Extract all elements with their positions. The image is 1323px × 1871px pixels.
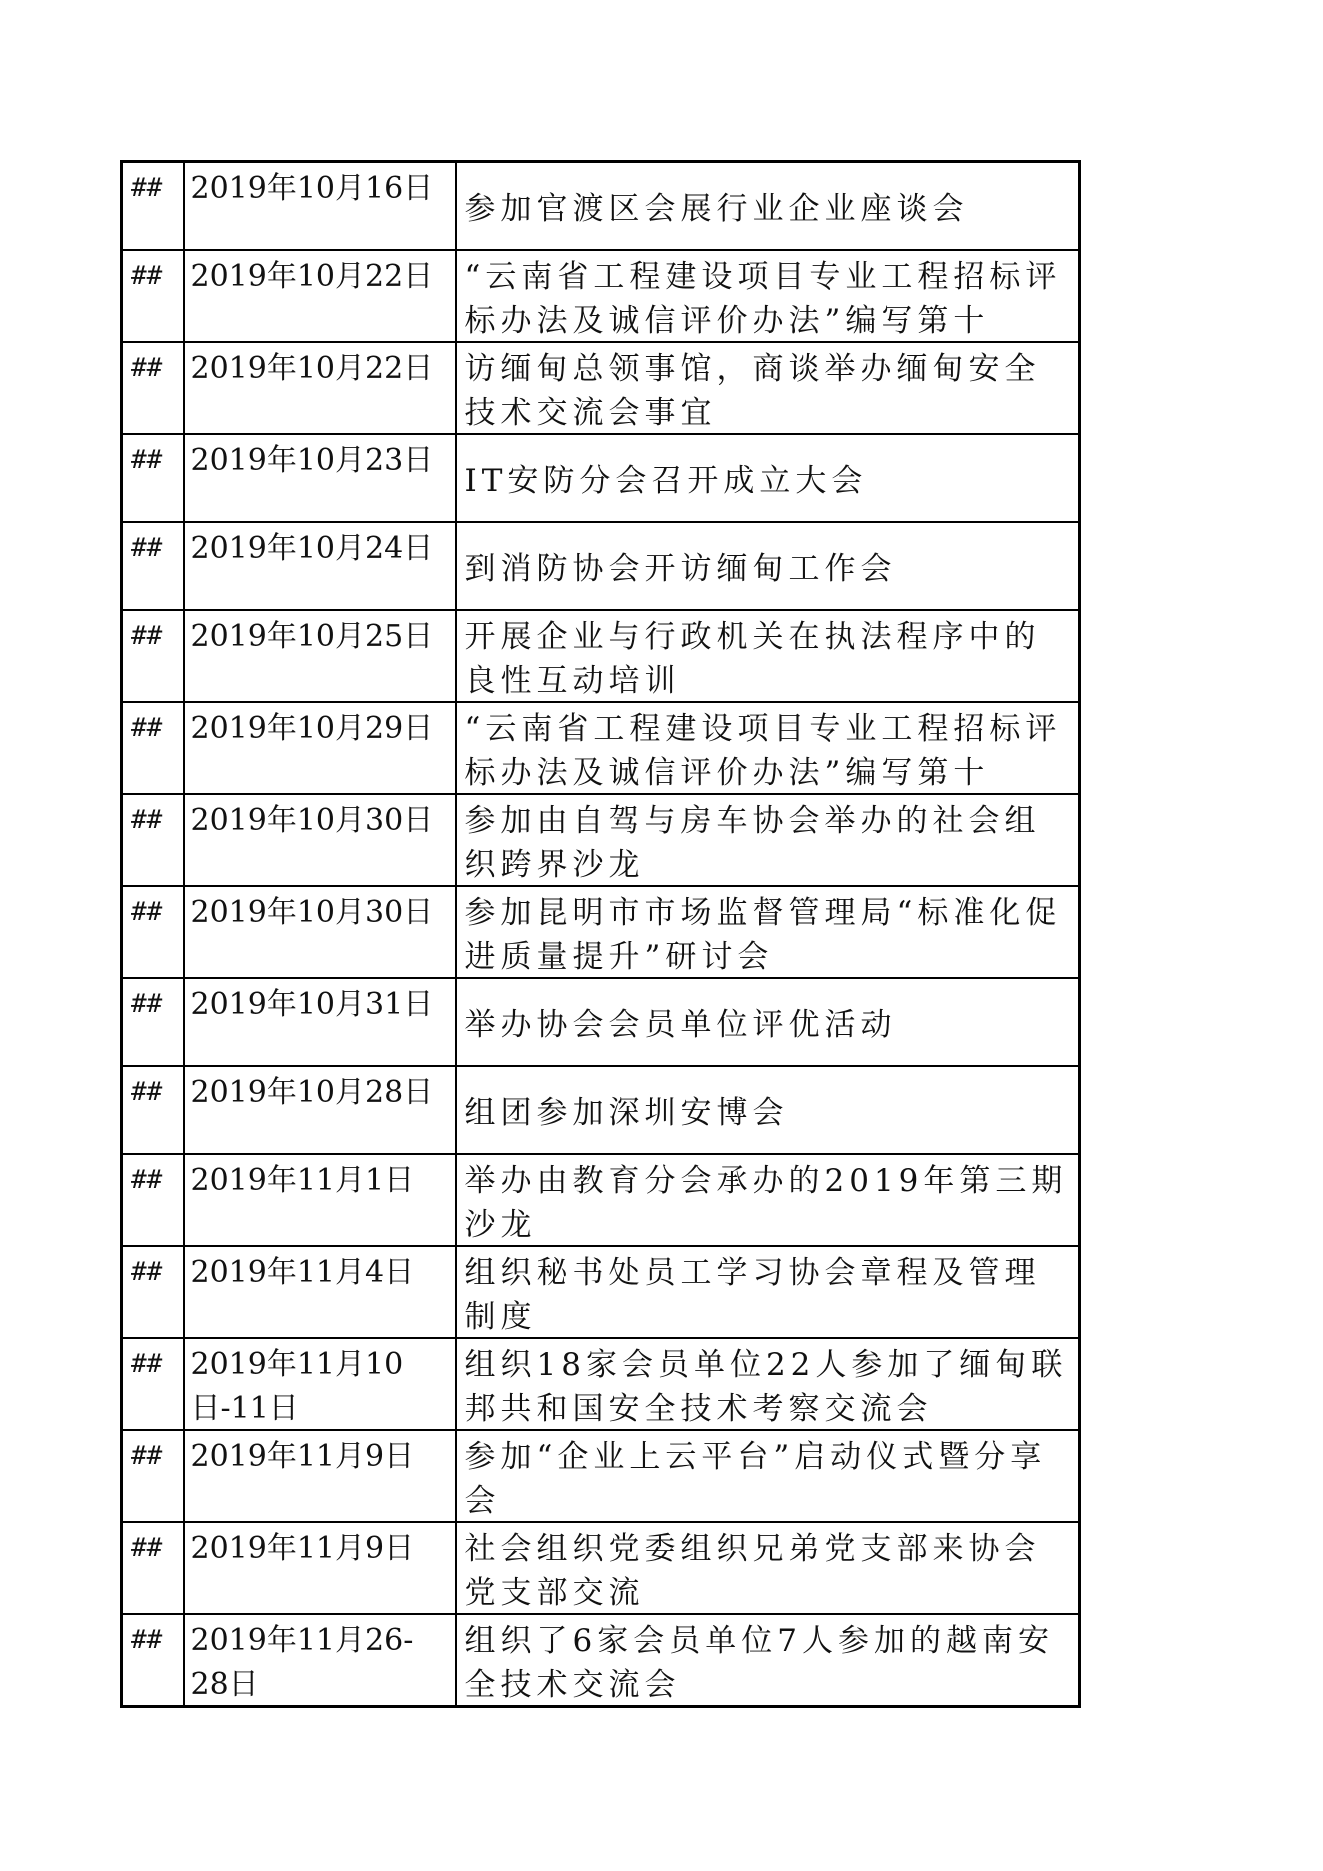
row-number: ## [131,713,163,743]
date-cell [184,610,456,702]
date-cell [184,1154,456,1246]
description-cell [456,1246,1080,1338]
event-description: 访缅甸总领事馆，商谈举办缅甸安全技术交流会事宜 [464,351,1041,431]
event-description: 组织了6家会员单位7人参加的越南安全技术交流会 [464,1623,1054,1703]
row-number-cell [122,702,184,794]
event-description: 开展企业与行政机关在执法程序中的良性互动培训 [464,619,1041,699]
table-row [122,162,1080,251]
table-row [122,794,1080,886]
row-number: ## [131,989,163,1019]
event-date: 2019年10月29日 [190,711,434,746]
description-cell [456,702,1080,794]
table-row [122,978,1080,1066]
table-row [122,250,1080,342]
date-cell [184,794,456,886]
table-row [122,1430,1080,1522]
row-number: ## [131,261,163,291]
row-number-cell [122,1338,184,1430]
row-number-cell [122,434,184,522]
event-description: 参加“企业上云平台”启动仪式暨分享会 [464,1439,1047,1519]
event-description: 组织18家会员单位22人参加了缅甸联邦共和国安全技术考察交流会 [464,1347,1068,1427]
event-description: 举办协会会员单位评优活动 [464,1007,897,1043]
table-row [122,610,1080,702]
date-cell [184,886,456,978]
event-description: 到消防协会开访缅甸工作会 [464,551,897,587]
description-cell [456,342,1080,434]
table-row [122,1066,1080,1154]
event-date: 2019年10月16日 [190,171,434,206]
event-date: 2019年11月10日-11日 [190,1347,404,1426]
table-row [122,342,1080,434]
event-date: 2019年11月26-28日 [190,1623,414,1702]
row-number: ## [131,1077,163,1107]
table-row [122,886,1080,978]
description-cell [456,886,1080,978]
description-cell [456,250,1080,342]
row-number: ## [131,533,163,563]
event-description: 举办由教育分会承办的2019年第三期沙龙 [464,1163,1068,1243]
table-row [122,1246,1080,1338]
date-cell [184,1430,456,1522]
event-date: 2019年11月9日 [190,1531,415,1566]
description-cell [456,1522,1080,1614]
event-description: 参加由自驾与房车协会举办的社会组织跨界沙龙 [464,803,1041,883]
row-number-cell [122,522,184,610]
table-row [122,1522,1080,1614]
date-cell [184,434,456,522]
date-cell [184,1614,456,1707]
description-cell [456,1614,1080,1707]
row-number-cell [122,342,184,434]
date-cell [184,1522,456,1614]
row-number: ## [131,1625,163,1655]
event-description: 社会组织党委组织兄弟党支部来协会党支部交流 [464,1531,1041,1611]
date-cell [184,702,456,794]
row-number-cell [122,886,184,978]
event-description: “云南省工程建设项目专业工程招标评标办法及诚信评价办法”编写第十 [464,259,1062,339]
event-description: 组织秘书处员工学习协会章程及管理制度 [464,1255,1041,1335]
event-date: 2019年11月1日 [190,1163,415,1198]
date-cell [184,1246,456,1338]
date-cell [184,978,456,1066]
row-number: ## [131,1257,163,1287]
description-cell [456,978,1080,1066]
date-cell [184,250,456,342]
event-date: 2019年11月9日 [190,1439,415,1474]
row-number-cell [122,1430,184,1522]
event-date: 2019年10月30日 [190,803,434,838]
event-description: IT安防分会召开成立大会 [464,463,868,499]
description-cell [456,610,1080,702]
date-cell [184,1338,456,1430]
description-cell [456,1066,1080,1154]
row-number-cell [122,1066,184,1154]
description-cell [456,162,1080,251]
event-date: 2019年10月25日 [190,619,434,654]
row-number-cell [122,794,184,886]
row-number: ## [131,897,163,927]
date-cell [184,342,456,434]
row-number: ## [131,353,163,383]
description-cell [456,522,1080,610]
row-number: ## [131,1349,163,1379]
event-description: 组团参加深圳安博会 [464,1095,789,1131]
event-date: 2019年10月22日 [190,259,434,294]
event-date: 2019年10月22日 [190,351,434,386]
row-number: ## [131,1165,163,1195]
row-number: ## [131,173,163,203]
event-date: 2019年10月30日 [190,895,434,930]
table-row [122,434,1080,522]
table-row [122,1154,1080,1246]
event-date: 2019年11月4日 [190,1255,415,1290]
event-date: 2019年10月31日 [190,987,434,1022]
date-cell [184,522,456,610]
event-description: 参加昆明市市场监督管理局“标准化促进质量提升”研讨会 [464,895,1062,975]
table-row [122,702,1080,794]
event-description: 参加官渡区会展行业企业座谈会 [464,191,969,227]
table-row [122,1614,1080,1707]
description-cell [456,1338,1080,1430]
event-date: 2019年10月24日 [190,531,434,566]
row-number: ## [131,445,163,475]
row-number: ## [131,1441,163,1471]
row-number-cell [122,1614,184,1707]
row-number-cell [122,1154,184,1246]
description-cell [456,1154,1080,1246]
description-cell [456,434,1080,522]
date-cell [184,162,456,251]
description-cell [456,794,1080,886]
event-date: 2019年10月23日 [190,443,434,478]
row-number: ## [131,621,163,651]
row-number: ## [131,1533,163,1563]
event-description: “云南省工程建设项目专业工程招标评标办法及诚信评价办法”编写第十 [464,711,1062,791]
row-number-cell [122,978,184,1066]
event-date: 2019年10月28日 [190,1075,434,1110]
row-number-cell [122,1246,184,1338]
row-number-cell [122,250,184,342]
table-row [122,522,1080,610]
row-number-cell [122,610,184,702]
activity-table [120,160,1081,1708]
row-number: ## [131,805,163,835]
table-row [122,1338,1080,1430]
row-number-cell [122,162,184,251]
row-number-cell [122,1522,184,1614]
description-cell [456,1430,1080,1522]
table-body [122,162,1080,1707]
date-cell [184,1066,456,1154]
